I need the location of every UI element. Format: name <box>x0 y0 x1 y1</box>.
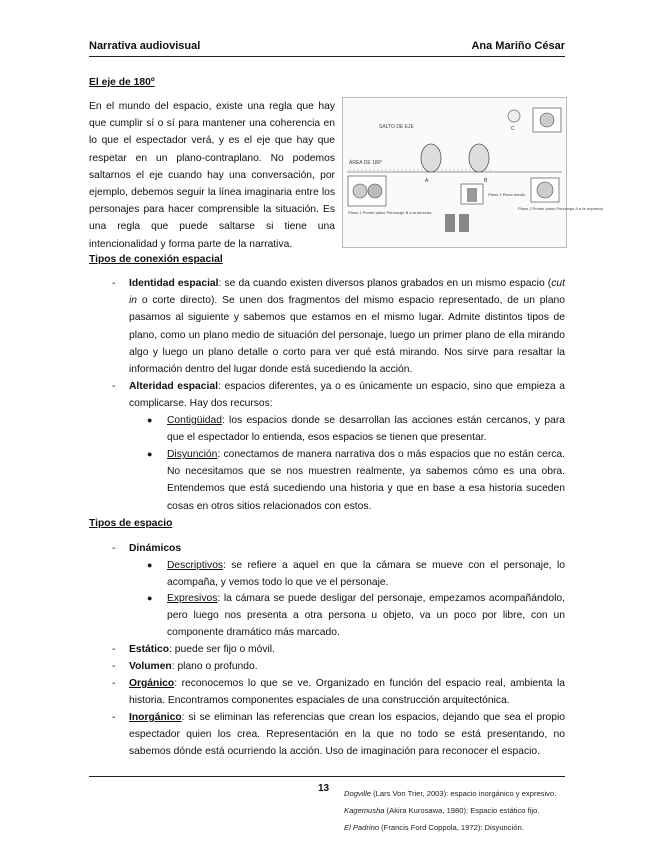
text-estatico: : puede ser fijo o móvil. <box>169 644 275 655</box>
term-alteridad: Alteridad espacial <box>129 381 218 392</box>
paragraph-eje: En el mundo del espacio, existe una regla que hay que cumplir sí o sí para mantener una coherencia en lo que el espectador verá, y es el eje que hay que respetar en un plano-contraplano. No podemos saltarnos el eje cuando hay una conversación, por ejemplo, debemos seguir la línea imaginaria entre los personajes para hacer comprensible la situación. Es una regla que puede saltarse si tiene una intencionalidad y forma parte de la narrativa. <box>89 101 335 250</box>
footnote-padrino <box>344 823 524 833</box>
bullet-dot: ● <box>147 593 153 603</box>
term-organico: Orgánico <box>129 678 175 689</box>
item-disyuncion <box>167 446 565 515</box>
term-contiguidad: Contigüidad <box>167 415 222 426</box>
item-organico <box>129 675 565 709</box>
footnote-dogville-text: (Lars Von Trier, 2003): espacio inorgánico y expresivo. <box>371 789 557 798</box>
footnote-kagemusha <box>344 806 539 816</box>
camera-c-icon <box>508 110 520 122</box>
page-number: 13 <box>318 783 330 794</box>
footnote-padrino-title: El Padrino <box>344 823 380 832</box>
text-inorganico: : si se eliminan las referencias que crean los espacios, dejando que sea el propio espectador quien los crea. Representación en la que no todo se está presentando, no sabemos dónde está ocurriendo la acción. Uso de imaginación para reconocer el espacio. <box>129 712 565 758</box>
bullet-dot: ● <box>147 415 153 425</box>
text-identidad-a: : se da cuando existen diversos planos grabados en un mismo espacio ( <box>218 278 552 289</box>
text-volumen: : plano o profundo. <box>171 661 258 672</box>
text-organico: : reconocemos lo que se ve. Organizado en función del espacio real, ambienta la historia. Encontramos componentes espaciales de una construcción arquitectónica. <box>129 678 565 707</box>
header-author: Ana Mariño César <box>471 40 565 52</box>
term-estatico: Estático <box>129 644 170 655</box>
item-expresivos <box>167 590 565 642</box>
figure-label-area: ÁREA DE 180° <box>349 160 383 166</box>
bullet-dash: - <box>112 543 116 554</box>
item-contiguidad <box>167 412 565 446</box>
text-disyuncion: : conectamos de manera narrativa dos o más espacios que no están cerca. No necesitamos que se nos muestren realmente, ya sabemos cómo es una obra. Entendemos que está sucediendo una historia y que en base a esa historia suceden cosas en otros sitios relacionados con estos. <box>167 449 565 512</box>
item-estatico <box>129 641 565 658</box>
frame-top-right-face <box>540 113 554 127</box>
frame-shot-2-face <box>537 182 553 198</box>
page-header <box>89 38 565 57</box>
bullet-dash: - <box>112 278 116 289</box>
bullet-dash: - <box>112 661 116 672</box>
figure-letter-a: A <box>425 178 429 184</box>
figure-caption-3: Plano 2 Primer plano Personaje A a la izquierda <box>518 206 603 211</box>
term-volumen: Volumen <box>129 661 172 672</box>
figure-person-1 <box>445 214 455 232</box>
term-identidad: Identidad espacial <box>129 278 219 289</box>
term-descriptivos: Descriptivos <box>167 560 224 571</box>
frame-shot-1-face-a <box>353 184 367 198</box>
term-disyuncion: Disyunción <box>167 449 218 460</box>
footnote-dogville <box>344 789 556 799</box>
footnote-dogville-title: Dogville <box>344 789 372 798</box>
item-identidad <box>129 275 565 378</box>
term-cut-in: cut in <box>129 278 565 307</box>
header-course-title: Narrativa audiovisual <box>89 40 201 52</box>
character-a-figure <box>421 144 441 172</box>
term-dinamicos: Dinámicos <box>129 543 182 554</box>
item-dinamicos <box>129 540 565 557</box>
item-descriptivos <box>167 557 565 591</box>
footer-rule <box>89 776 565 777</box>
figure-person-2 <box>459 214 469 232</box>
text-identidad-b: o corte directo). Se unen dos fragmentos del mismo espacio representado, de un plano pasamos al siguiente y sabemos que estamos en el mismo lugar. Admite distintos tipos de plano, como un plano medio de situación del personaje, luego un primer plano de ella mirando algo y luego un plano detalle o corto para ver qué está mirando. Nos sirve para resaltar la información dentro del lugar donde está sucediendo la acción. <box>129 295 565 376</box>
item-alteridad <box>129 378 565 412</box>
bullet-dash: - <box>112 381 116 392</box>
bullet-dot: ● <box>147 449 153 459</box>
footnote-kagemusha-text: (Akira Kurosawa, 1980): Espacio estático fijo. <box>384 806 540 815</box>
axis-diagram-illustration <box>343 98 603 247</box>
figure-letter-b: B <box>484 178 488 184</box>
figure-caption-1: Plano 1 Primer plano Personaje B a la derecha <box>348 210 432 215</box>
heading-eje: El eje de 180º <box>89 77 155 88</box>
frame-shot-1-face-b <box>368 184 382 198</box>
text-descriptivos: : se refiere a aquel en que la cámara se mueve con el personaje, lo acompaña, y vemos todo lo que ve el personaje. <box>167 560 565 589</box>
frame-medium-figure <box>467 188 477 202</box>
footnote-kagemusha-title: Kagemusha <box>344 806 385 815</box>
bullet-dash: - <box>112 644 116 655</box>
text-contiguidad: : los espacios donde se desarrollan las acciones están cercanos, y para que el espectador lo entienda, esos espacios se tienen que presentar. <box>167 415 565 444</box>
figure-label-salto: SALTO DE EJE <box>379 124 414 130</box>
bullet-dash: - <box>112 712 116 723</box>
text-expresivos: : la cámara se puede desligar del personaje, empezamos acompañándolo, pero luego nos presenta a otra persona u objeto, va un poco por libre, con un componente dramático más marcado. <box>167 593 565 639</box>
figure-letter-c: C <box>511 126 515 132</box>
term-inorganico: Inorgánico <box>129 712 182 723</box>
item-volumen <box>129 658 565 675</box>
heading-espacio: Tipos de espacio <box>89 518 173 529</box>
bullet-dot: ● <box>147 560 153 570</box>
heading-conexion: Tipos de conexión espacial <box>89 254 223 265</box>
character-b-figure <box>469 144 489 172</box>
term-expresivos: Expresivos <box>167 593 218 604</box>
bullet-dash: - <box>112 678 116 689</box>
axis-diagram-figure <box>342 97 603 248</box>
figure-caption-2: Plano 1 Plano medio <box>488 192 525 197</box>
item-inorganico <box>129 709 565 761</box>
text-alteridad: : espacios diferentes, ya o es únicamente un espacio, sino que empieza a complicarse. Hay dos recursos: <box>129 381 565 410</box>
footnote-padrino-text: (Francis Ford Coppola, 1972): Disyunción. <box>379 823 524 832</box>
